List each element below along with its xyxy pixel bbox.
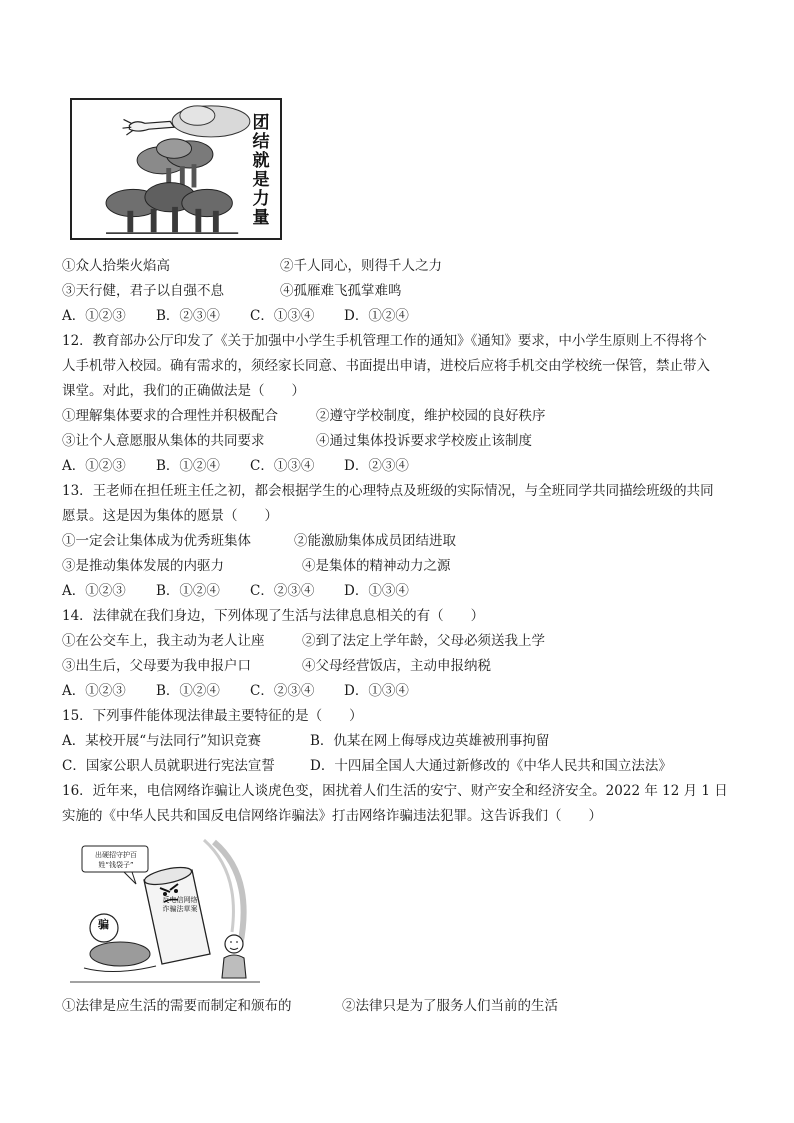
q12-choice-a: A．①②③ (62, 458, 126, 474)
q16-options-row1 (62, 996, 742, 1016)
q14-choice-c: C．②③④ (250, 683, 315, 699)
q15-options-row2 (62, 756, 742, 776)
q16-stem-line2: 实施的《中华人民共和国反电信网络诈骗法》打击网络诈骗违法犯罪。这告诉我们（ ） (62, 808, 602, 824)
q13-options-row1 (62, 531, 742, 551)
q15-option-a: A．某校开展“与法同行”知识竞赛 (62, 733, 262, 749)
q16-option-2: ②法律只是为了服务人们当前的生活 (342, 998, 558, 1014)
speech-bubble-text: 出硬招守护百姓“钱袋子” (95, 851, 137, 869)
q14-option-1: ①在公交车上，我主动为老人让座 (62, 633, 265, 649)
q13-stem-line2: 愿景。这是因为集体的愿景（ ） (62, 508, 278, 524)
q14-option-4: ④父母经营饭店，主动申报纳税 (302, 658, 491, 674)
q14-options-row1 (62, 631, 742, 651)
q12-option-3: ③让个人意愿服从集体的共同要求 (62, 433, 265, 449)
q13-option-4: ④是集体的精神动力之源 (302, 558, 451, 574)
q14-choice-b: B．①②④ (156, 683, 220, 699)
q15-option-c: C．国家公职人员就职进行宪法宣誓 (62, 758, 275, 774)
q13-options-row2 (62, 556, 742, 576)
q16-stem-line1: 16．近年来，电信网络诈骗让人谈虎色变，困扰着人们生活的安宁、财产安全和经济安全。2022 年 12 月 1 日 (62, 783, 728, 799)
q16-option-1: ①法律是应生活的需要而制定和颁布的 (62, 998, 292, 1014)
q13-choice-a: A．①②③ (62, 583, 126, 599)
q11-options-row2 (62, 281, 742, 301)
q12-stem-line2: 人手机带入校园。确有需求的，须经家长同意、书面提出申请，进校后应将手机交由学校统一保管，禁止带入 (62, 358, 710, 374)
q14-choices (62, 681, 742, 701)
q12-choice-b: B．①②④ (156, 458, 220, 474)
q12-option-1: ①理解集体要求的合理性并积极配合 (62, 408, 278, 424)
scam-label: 骗 (98, 918, 109, 931)
q15-option-b: B．仇某在网上侮辱戍边英雄被刑事拘留 (310, 733, 550, 749)
q11-choice-a: A．①②③ (62, 308, 126, 324)
q14-stem: 14．法律就在我们身边，下列体现了生活与法律息息相关的有（ ） (62, 608, 485, 624)
q13-option-3: ③是推动集体发展的内驱力 (62, 558, 224, 574)
q15-option-d: D．十四届全国人大通过新修改的《中华人民共和国立法法》 (310, 758, 672, 774)
q13-stem-line1: 13．王老师在担任班主任之初，都会根据学生的心理特点及班级的实际情况，与全班同学共同描绘班级的共同 (62, 483, 714, 499)
anti-fraud-cartoon-image (64, 836, 264, 986)
q11-option-3: ③天行健，君子以自强不息 (62, 283, 224, 299)
q12-stem-line3: 课堂。对此，我们的正确做法是（ ） (62, 383, 305, 399)
q14-choice-a: A．①②③ (62, 683, 126, 699)
q13-choice-c: C．②③④ (250, 583, 315, 599)
q12-choice-c: C．①③④ (250, 458, 315, 474)
unity-cartoon-image (70, 98, 282, 240)
q11-choice-c: C．①③④ (250, 308, 315, 324)
q12-options-row1 (62, 406, 742, 426)
q13-choices (62, 581, 742, 601)
cartoon-drawing (72, 100, 280, 238)
q11-option-2: ②千人同心，则得千人之力 (280, 258, 442, 274)
q12-options-row2 (62, 431, 742, 451)
q12-choices (62, 456, 742, 476)
q13-option-1: ①一定会让集体成为优秀班集体 (62, 533, 251, 549)
q12-option-4: ④通过集体投诉要求学校废止该制度 (316, 433, 532, 449)
q13-option-2: ②能激励集体成员团结进取 (294, 533, 456, 549)
q11-options-row1 (62, 256, 742, 276)
q12-stem-line1: 12．教育部办公厅印发了《关于加强中小学生手机管理工作的通知》《通知》要求，中小学生原则上不得将个 (62, 333, 707, 349)
q12-option-2: ②遵守学校制度，维护校园的良好秩序 (316, 408, 546, 424)
q11-choice-d: D．①②④ (344, 308, 409, 324)
q13-choice-d: D．①③④ (344, 583, 409, 599)
q12-choice-d: D．②③④ (344, 458, 409, 474)
law-scroll-text: 反电信网络诈骗法草案 (162, 896, 198, 913)
q15-stem: 15．下列事件能体现法律最主要特征的是（ ） (62, 708, 363, 724)
q13-choice-b: B．①②④ (156, 583, 220, 599)
q14-option-2: ②到了法定上学年龄，父母必须送我上学 (302, 633, 545, 649)
q11-option-1: ①众人拾柴火焰高 (62, 258, 170, 274)
q11-choice-b: B．②③④ (156, 308, 220, 324)
cartoon-caption: 团结就是力量 (252, 113, 270, 228)
q11-choices (62, 306, 742, 326)
q14-choice-d: D．①③④ (344, 683, 409, 699)
q14-option-3: ③出生后，父母要为我申报户口 (62, 658, 251, 674)
q11-option-4: ④孤雁难飞孤掌难鸣 (280, 283, 402, 299)
q15-options-row1 (62, 731, 742, 751)
q14-options-row2 (62, 656, 742, 676)
